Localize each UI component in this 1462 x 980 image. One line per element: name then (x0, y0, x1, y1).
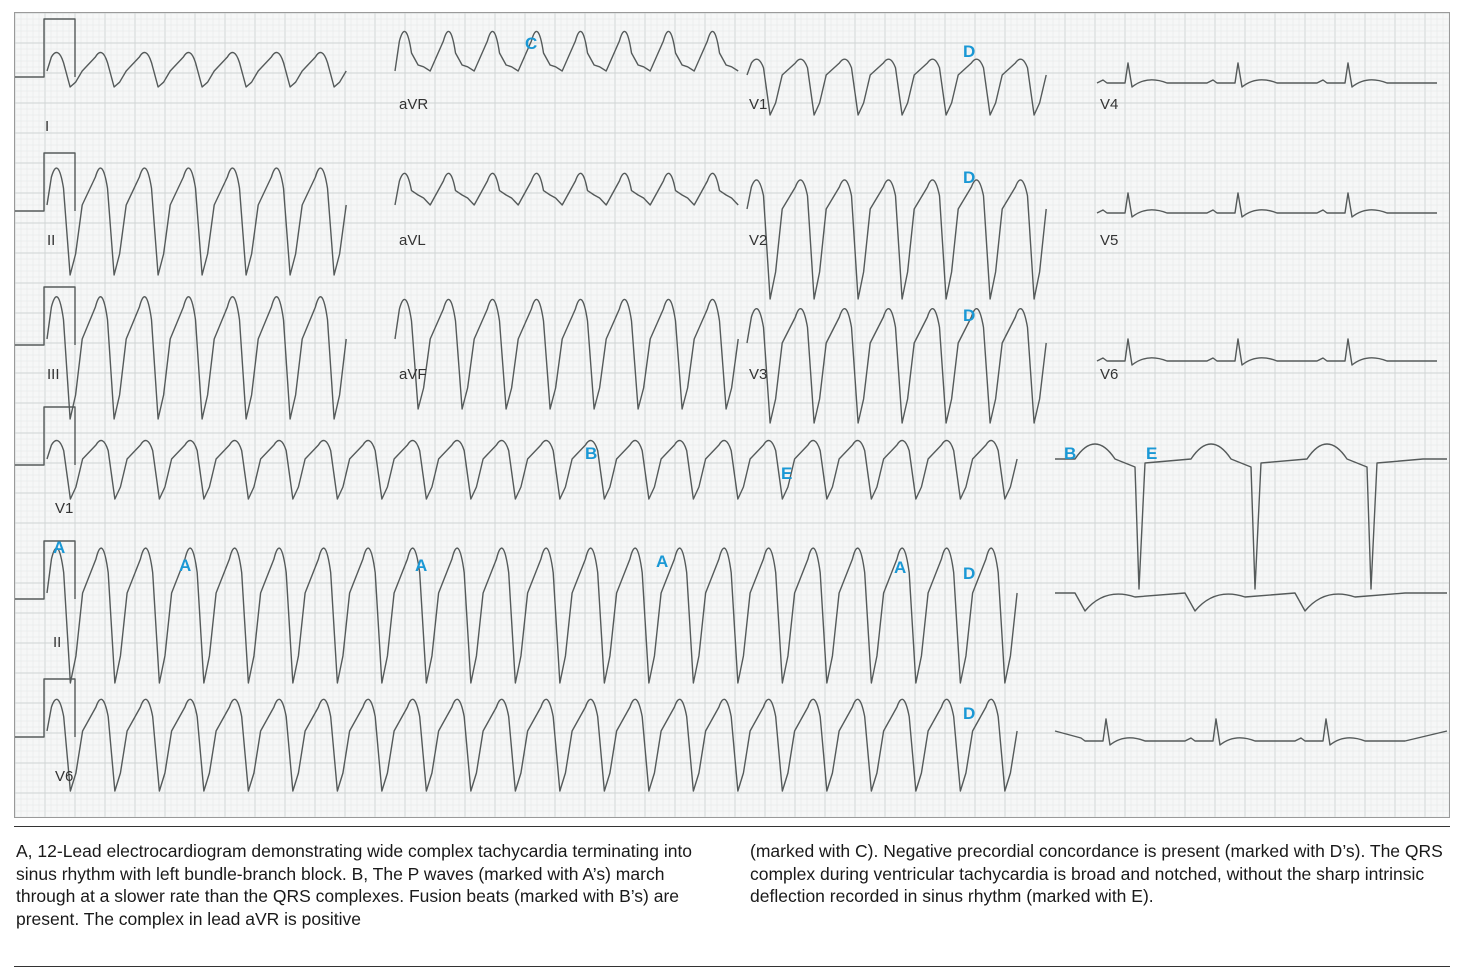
lead-label-V2: V2 (749, 232, 768, 249)
trace-limb-lead (47, 53, 346, 87)
ecg-tracing (15, 13, 1449, 817)
lead-label-III: III (47, 366, 60, 383)
marker-e-1: E (781, 464, 793, 483)
caption-right-column: (marked with C). Negative precordial concordance is present (marked with D’s). The QRS complex during ventricular tachycardia is broad and notched, without the sharp intrinsic deflection recorded in sinus rhythm (marked with E). (750, 841, 1443, 906)
caption-top-rule (14, 826, 1450, 827)
lead-label-aVL: aVL (399, 232, 426, 249)
lead-label-aVR: aVR (399, 96, 429, 113)
lead-label-rhythm-V6: V6 (55, 768, 74, 785)
ecg-grid (15, 13, 1449, 817)
marker-a-3: A (415, 556, 428, 575)
rhythm-strip-ii (47, 548, 1017, 683)
lead-label-V1: V1 (749, 96, 768, 113)
trace-limb-lead (47, 297, 346, 419)
lead-label-rhythm-II: II (53, 634, 62, 651)
rhythm-strip-v1 (47, 441, 1017, 499)
annotation-markers (53, 34, 1157, 723)
lead-label-I: I (45, 118, 50, 135)
marker-a-4: A (656, 552, 669, 571)
marker-d-1: D (963, 42, 976, 61)
marker-a-2: A (179, 556, 192, 575)
marker-d-4: D (963, 564, 976, 583)
marker-d-3: D (963, 306, 976, 325)
ecg-figure (14, 12, 1450, 818)
trace-precordial-lead (747, 180, 1046, 299)
marker-b-2: B (1064, 444, 1077, 463)
marker-b-1: B (585, 444, 598, 463)
lead-label-V4: V4 (1100, 96, 1119, 113)
trace-precordial-lead (747, 59, 1046, 115)
lead-label-V3: V3 (749, 366, 768, 383)
lead-label-II: II (47, 232, 56, 249)
caption-bottom-rule (14, 966, 1450, 967)
marker-a-1: A (53, 538, 66, 557)
marker-d-5: D (963, 704, 976, 723)
lead-label-rhythm-V1: V1 (55, 500, 74, 517)
marker-a-5: A (894, 558, 907, 577)
lead-label-V6: V6 (1100, 366, 1119, 383)
caption-left-column: A, 12-Lead electrocardiogram demonstrating wide complex tachycardia terminating into sinus rhythm with left bundle-branch block. B, The P waves (marked with A’s) march through at a slower rate than the QRS complexes. Fusion beats (marked with B’s) are present. The complex in lead aVR is positive (16, 841, 693, 929)
trace-sinus-lead (1097, 63, 1437, 87)
marker-c: C (525, 34, 538, 53)
trace-augmented-lead (395, 173, 738, 205)
marker-e-2: E (1146, 444, 1158, 463)
trace-augmented-lead (395, 31, 738, 71)
ecg-traces (15, 19, 1447, 791)
lead-label-aVF: aVF (399, 366, 427, 383)
marker-d-2: D (963, 168, 976, 187)
trace-precordial-lead (747, 309, 1046, 423)
lead-labels (45, 96, 1118, 785)
lead-label-V5: V5 (1100, 232, 1119, 249)
trace-augmented-lead (395, 299, 738, 409)
